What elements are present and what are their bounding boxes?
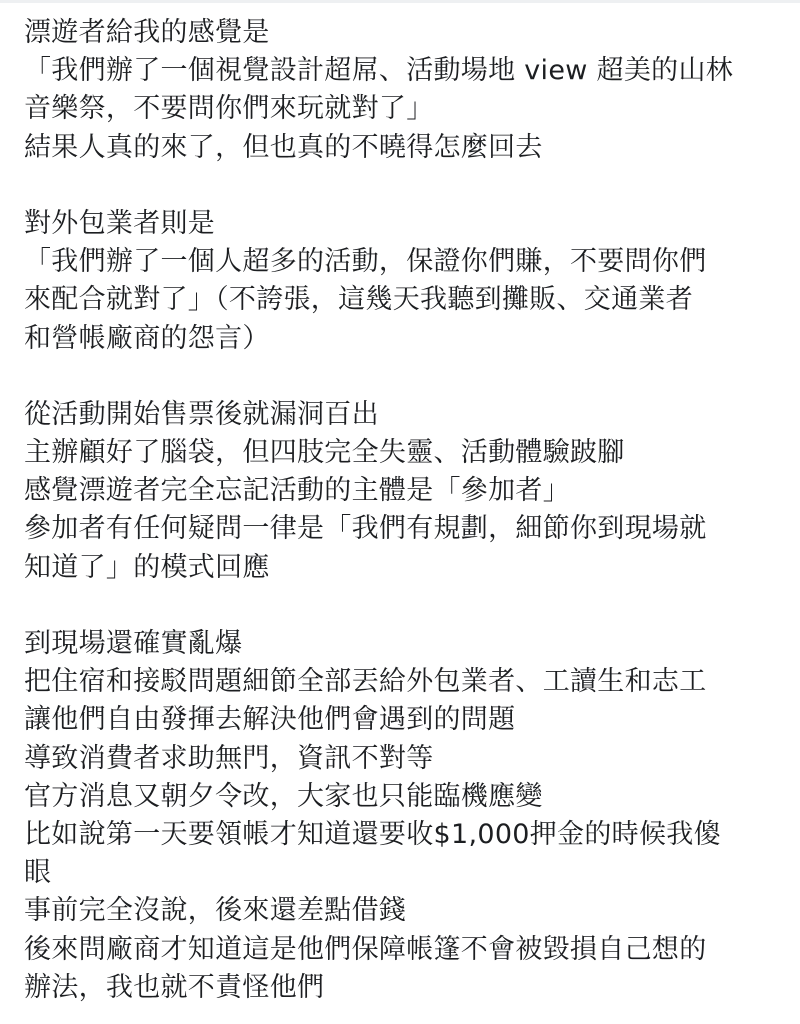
text-line: 辦法，我也就不責怪他們 [24,971,325,1003]
paragraph-1 [24,14,784,167]
text-line: 和營帳廠商的怨言） [24,322,270,354]
text-line: 音樂祭，不要問你們來玩就對了」 [24,93,434,125]
paragraph-spacer [24,167,784,205]
text-line: 來配合就對了」（不誇張，這幾天我聽到攤販、交通業者 [24,284,693,316]
text-line: 參加者有任何疑問一律是「我們有規劃，細節你到現場就 [24,513,707,545]
text-line: 導致消費者求助無門，資訊不對等 [24,742,434,774]
paragraph-3 [24,396,784,587]
top-divider [0,0,800,3]
text-line: 到現場還確實亂爆 [24,628,243,659]
post-text [24,14,784,1007]
text-line: 比如說第一天要領帳才知道還要收$1,000押金的時候我傻 [24,818,721,850]
text-line: 主辦顧好了腦袋，但四肢完全失靈、活動體驗跛腳 [24,437,625,469]
text-line: 後來問廠商才知道這是他們保障帳篷不會被毀損自己想的 [24,933,707,965]
text-line: 「我們辦了一個視覺設計超屌、活動場地 view 超美的山林 [24,55,734,87]
text-line: 事前完全沒說，後來還差點借錢 [24,895,407,927]
paragraph-spacer [24,358,784,396]
paragraph-2 [24,205,784,358]
text-line: 對外包業者則是 [24,207,216,239]
text-line: 知道了」的模式回應 [24,551,270,583]
paragraph-spacer [24,587,784,625]
text-line: 眼 [24,857,52,889]
text-line: 從活動開始售票後就漏洞百出 [24,398,379,430]
text-line: 官方消息又朝夕令改，大家也只能臨機應變 [24,780,543,812]
text-line: 漂遊者給我的感覺是 [24,17,270,48]
paragraph-4 [24,625,784,1007]
text-line: 「我們辦了一個人超多的活動，保證你們賺，不要問你們 [24,246,707,278]
text-line: 讓他們自由發揮去解決他們會遇到的問題 [24,704,516,736]
text-line: 結果人真的來了，但也真的不曉得怎麼回去 [24,131,543,163]
text-line: 感覺漂遊者完全忘記活動的主體是「參加者」 [24,475,570,507]
text-line: 把住宿和接駁問題細節全部丟給外包業者、工讀生和志工 [24,666,707,698]
